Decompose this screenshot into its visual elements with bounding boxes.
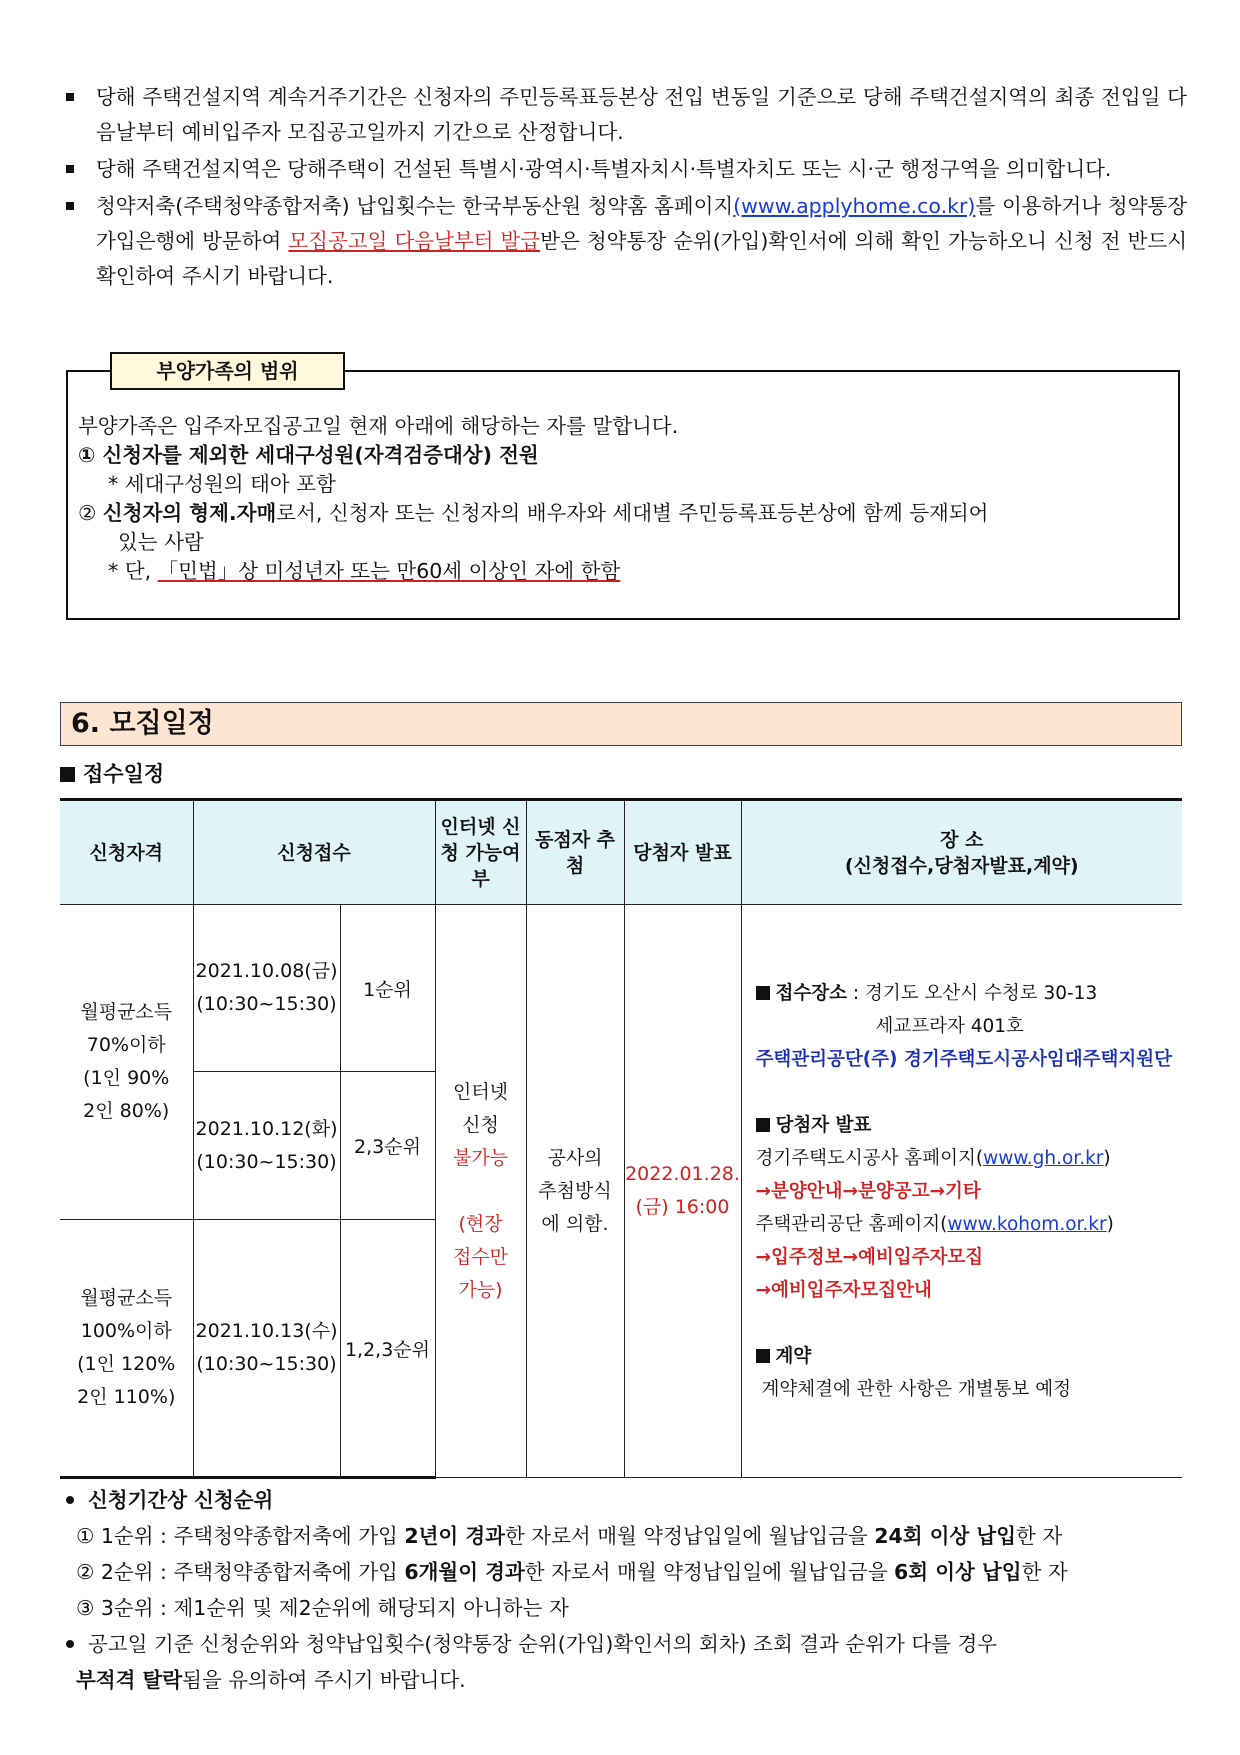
bullet-item: 청약저축(주택청약종합저축) 납입횟수는 한국부동산원 청약홈 홈페이지(www.applyhome.co.kr)를 이용하거나 청약통장 가입은행에 방문하여 모집공고일 다음날부터 발급받은 청약통장 순위(가입)확인서에 의해 확인 가능하오니 신청 전 반드시 확인하여 주시기 바랍니다. — [62, 189, 1187, 294]
rank-notes — [60, 1482, 1182, 1698]
apply-date-cell: 2021.10.12(화) (10:30~15:30) — [193, 1072, 340, 1220]
rank-2-note: ② 2순위 : 주택청약종합저축에 가입 6개월이 경과한 자로서 매월 약정납입일에 월납입금을 6회 이상 납입한 자 — [76, 1560, 1068, 1584]
qualification-70: 월평균소득 70%이하 (1인 90% 2인 80%) — [60, 905, 193, 1220]
header-winner: 당첨자 발표 — [624, 800, 741, 905]
square-bullet-icon — [66, 165, 74, 173]
section-title: 6. 모집일정 — [60, 702, 1182, 746]
schedule-table — [60, 798, 1182, 1479]
notes-title: 신청기간상 신청순위 — [60, 1482, 1182, 1518]
dependents-item-2: ② 신청자의 형제.자매로서, 신청자 또는 신청자의 배우자와 세대별 주민등록표등본상에 함께 등재되어 — [78, 501, 989, 525]
round-bullet-icon — [66, 1496, 74, 1504]
apply-date-cell: 2021.10.08(금) (10:30~15:30) — [193, 905, 340, 1072]
tie-cell: 공사의 추첨방식 에 의함. — [526, 905, 624, 1478]
issue-date-highlight: 모집공고일 다음날부터 발급 — [288, 229, 541, 253]
dependents-item-1: ① 신청자를 제외한 세대구성원(자격검증대상) 전원 — [78, 443, 539, 467]
dependents-item-1-note: * 세대구성원의 태아 포함 — [108, 472, 336, 496]
header-qualification: 신청자격 — [60, 800, 193, 905]
header-internet: 인터넷 신청 가능여부 — [435, 800, 526, 905]
dependents-intro: 부양가족은 입주자모집공고일 현재 아래에 해당하는 자를 말합니다. — [78, 414, 679, 438]
header-tie: 동점자 추첨 — [526, 800, 624, 905]
dependents-title: 부양가족의 범위 — [110, 352, 345, 390]
place-cell: 접수장소 : 경기도 오산시 수청로 30-13 세교프라자 401호 주택관리공단(주) 경기주택도시공사임대주택지원단 당첨자 발표 경기주택도시공사 홈페이지(www.gh.or.kr) →분양안내→분양공고→기타 주택관리공단 홈페이지(www.kohom.or.kr) →입주정보→예비입주자모집 →예비입주자모집안내 계약 계약체결에 관한 사항은 개별통보 예정 — [741, 905, 1182, 1478]
bullet-item: 당해 주택건설지역은 당해주택이 건설된 특별시·광역시·특별자치시·특별자치도 또는 시·군 행정구역을 의미합니다. — [62, 152, 1187, 187]
dependents-item-2-cont: 있는 사람 — [118, 530, 204, 554]
qualification-100: 월평균소득 100%이하 (1인 120% 2인 110%) — [60, 1220, 193, 1478]
square-bullet-icon — [756, 1118, 770, 1132]
internet-cell: 인터넷 신청 불가능 (현장 접수만 가능) — [435, 905, 526, 1478]
square-bullet-icon — [756, 1349, 770, 1363]
square-bullet-icon — [66, 93, 74, 101]
sub-heading: 접수일정 — [60, 758, 164, 788]
winner-cell: 2022.01.28. (금) 16:00 — [624, 905, 741, 1478]
square-bullet-icon — [66, 202, 74, 210]
header-application: 신청접수 — [193, 800, 435, 905]
bullet-item: 당해 주택건설지역 계속거주기간은 신청자의 주민등록표등본상 전입 변동일 기준으로 당해 주택건설지역의 최종 전입일 다음날부터 예비입주자 모집공고일까지 기간으로 산정합니다. — [62, 80, 1187, 150]
rank-1-note: ① 1순위 : 주택청약종합저축에 가입 2년이 경과한 자로서 매월 약정납입일에 월납입금을 24회 이상 납입한 자 — [76, 1524, 1063, 1548]
square-bullet-icon — [60, 767, 75, 782]
warning-note: 공고일 기준 신청순위와 청약납입횟수(청약통장 순위(가입)확인서의 회차) 조회 결과 순위가 다를 경우 — [60, 1626, 1182, 1662]
dependents-box — [66, 370, 1180, 620]
applyhome-link[interactable]: (www.applyhome.co.kr) — [733, 194, 976, 218]
notice-bullets — [62, 80, 1187, 296]
kohom-link[interactable]: www.kohom.or.kr — [947, 1213, 1107, 1235]
round-bullet-icon — [66, 1640, 74, 1648]
rank-cell: 1,2,3순위 — [340, 1220, 435, 1478]
rank-cell: 1순위 — [340, 905, 435, 1072]
rank-cell: 2,3순위 — [340, 1072, 435, 1220]
gh-link[interactable]: www.gh.or.kr — [983, 1147, 1104, 1169]
dependents-item-2-note: * 단, 「민법」상 미성년자 또는 만60세 이상인 자에 한함 — [108, 559, 621, 583]
apply-date-cell: 2021.10.13(수) (10:30~15:30) — [193, 1220, 340, 1478]
header-place: 장 소 (신청접수,당첨자발표,계약) — [741, 800, 1182, 905]
rank-3-note: ③ 3순위 : 제1순위 및 제2순위에 해당되지 아니하는 자 — [76, 1596, 569, 1620]
square-bullet-icon — [756, 986, 770, 1000]
warning-note-cont: 부적격 탈락됨을 유의하여 주시기 바랍니다. — [76, 1668, 466, 1692]
